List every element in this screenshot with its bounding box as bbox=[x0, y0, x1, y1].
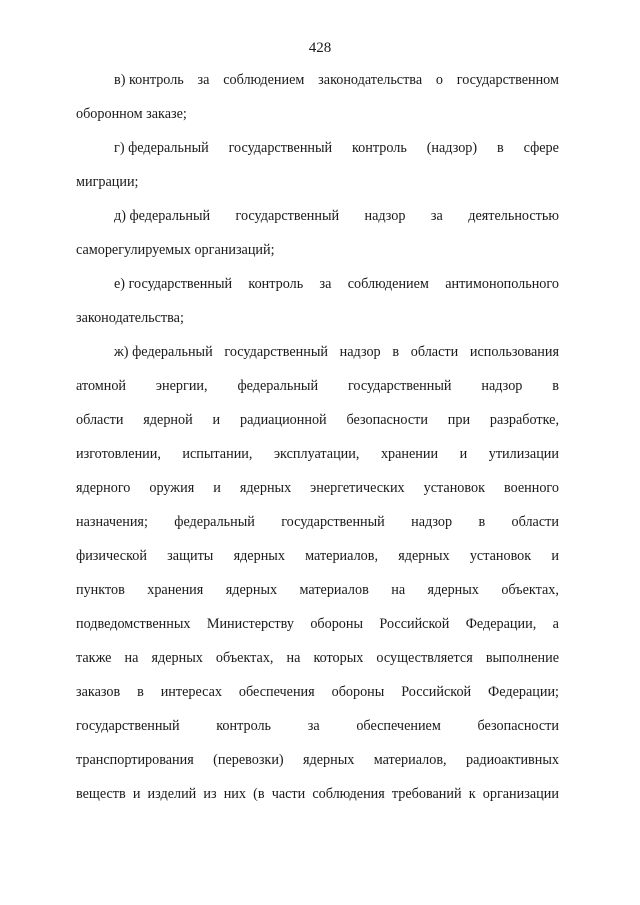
word: обороны bbox=[331, 684, 385, 700]
word: Министерству bbox=[206, 616, 294, 632]
word: государственный bbox=[224, 344, 328, 360]
word: ядерных bbox=[239, 480, 292, 496]
word: а bbox=[552, 616, 559, 632]
word: выполнение bbox=[485, 650, 559, 666]
word: также bbox=[76, 650, 112, 666]
word: объектах, bbox=[215, 650, 274, 666]
word: радиоактивных bbox=[465, 752, 559, 768]
word: хранении bbox=[380, 446, 439, 462]
word: контроль bbox=[248, 276, 304, 292]
word: в) контроль bbox=[114, 72, 184, 88]
text-line bbox=[76, 69, 559, 103]
word: защиты bbox=[167, 548, 214, 564]
text-line bbox=[76, 477, 559, 511]
word: физической bbox=[76, 548, 147, 564]
word: осуществляется bbox=[376, 650, 473, 666]
word: ядерных bbox=[398, 548, 450, 564]
word: оружия bbox=[149, 480, 195, 496]
word: контроль bbox=[216, 718, 272, 734]
text-line bbox=[76, 375, 559, 409]
word: материалов, bbox=[373, 752, 447, 768]
text-line bbox=[76, 545, 559, 579]
word: установок bbox=[423, 480, 485, 496]
word: изделий bbox=[147, 786, 197, 802]
word: о bbox=[435, 72, 443, 88]
paragraph bbox=[76, 273, 559, 341]
word: соблюдением bbox=[347, 276, 429, 292]
text-line bbox=[76, 103, 559, 137]
word: интересах bbox=[160, 684, 223, 700]
paragraph bbox=[76, 137, 559, 205]
word: на bbox=[391, 582, 406, 598]
word: г) федеральный bbox=[114, 140, 209, 156]
word: объектах, bbox=[501, 582, 559, 598]
word: за bbox=[319, 276, 332, 292]
word: хранения bbox=[147, 582, 204, 598]
word: разработке, bbox=[489, 412, 559, 428]
word: Федерации; bbox=[488, 684, 559, 700]
text-line bbox=[76, 171, 559, 205]
paragraph bbox=[76, 69, 559, 137]
paragraph bbox=[76, 341, 559, 817]
word: (в bbox=[253, 786, 265, 802]
word: материалов, bbox=[305, 548, 378, 564]
word: радиационной bbox=[239, 412, 327, 428]
word: в bbox=[497, 140, 504, 156]
word: законодательства bbox=[318, 72, 423, 88]
word: саморегулируемых организаций; bbox=[76, 242, 275, 258]
text-line bbox=[76, 307, 559, 341]
word: назначения; bbox=[76, 514, 148, 530]
word: государственный bbox=[281, 514, 385, 530]
word: материалов bbox=[299, 582, 369, 598]
word: за bbox=[197, 72, 210, 88]
word: государственном bbox=[456, 72, 559, 88]
word: антимонопольного bbox=[445, 276, 559, 292]
word: и bbox=[551, 548, 559, 564]
word: энергетических bbox=[310, 480, 405, 496]
word: военного bbox=[503, 480, 559, 496]
text-line bbox=[76, 715, 559, 749]
word: ядерных bbox=[151, 650, 203, 666]
word: изготовлении, bbox=[76, 446, 161, 462]
word: ядерной bbox=[143, 412, 193, 428]
word: надзор bbox=[339, 344, 381, 360]
word: соблюдения bbox=[312, 786, 385, 802]
word: федеральный bbox=[174, 514, 255, 530]
word: в bbox=[552, 378, 559, 394]
word: е) государственный bbox=[114, 276, 233, 292]
word: организации bbox=[482, 786, 559, 802]
word: которых bbox=[313, 650, 364, 666]
word: в bbox=[392, 344, 400, 360]
word: использования bbox=[469, 344, 559, 360]
word: Российской bbox=[379, 616, 450, 632]
word: утилизации bbox=[488, 446, 559, 462]
word: за bbox=[307, 718, 320, 734]
word: сфере bbox=[523, 140, 559, 156]
text-line bbox=[76, 511, 559, 545]
text-line bbox=[76, 647, 559, 681]
word: государственный bbox=[228, 140, 333, 156]
word: законодательства; bbox=[76, 310, 184, 326]
document-body bbox=[76, 69, 559, 817]
word: федеральный bbox=[237, 378, 319, 394]
word: подведомственных bbox=[76, 616, 191, 632]
word: контроль bbox=[352, 140, 407, 156]
word: д) федеральный bbox=[114, 208, 211, 224]
word: из bbox=[203, 786, 217, 802]
word: деятельностью bbox=[468, 208, 559, 224]
text-line bbox=[76, 137, 559, 171]
word: государственный bbox=[76, 718, 180, 734]
word: требований bbox=[391, 786, 462, 802]
word: ядерного bbox=[76, 480, 131, 496]
word: при bbox=[447, 412, 471, 428]
word: ядерных bbox=[427, 582, 479, 598]
word: атомной bbox=[76, 378, 127, 394]
word: Федерации, bbox=[465, 616, 537, 632]
text-line bbox=[76, 239, 559, 273]
word: установок bbox=[469, 548, 532, 564]
paragraph bbox=[76, 205, 559, 273]
text-line bbox=[76, 205, 559, 239]
text-line bbox=[76, 409, 559, 443]
word: и bbox=[459, 446, 468, 462]
text-line bbox=[76, 579, 559, 613]
word: в bbox=[478, 514, 486, 530]
word: Российской bbox=[401, 684, 472, 700]
word: области bbox=[511, 514, 559, 530]
word: надзор bbox=[481, 378, 523, 394]
word: энергии, bbox=[155, 378, 208, 394]
word: области bbox=[76, 412, 124, 428]
word: безопасности bbox=[346, 412, 428, 428]
word: ядерных bbox=[233, 548, 285, 564]
word: государственный bbox=[235, 208, 340, 224]
word: ядерных bbox=[303, 752, 355, 768]
text-line bbox=[76, 749, 559, 783]
word: и bbox=[132, 786, 141, 802]
word: обороны bbox=[310, 616, 364, 632]
word: и bbox=[212, 412, 221, 428]
text-line bbox=[76, 443, 559, 477]
word: и bbox=[213, 480, 221, 496]
word: части bbox=[271, 786, 306, 802]
word: эксплуатации, bbox=[273, 446, 360, 462]
word: к bbox=[468, 786, 476, 802]
text-line bbox=[76, 613, 559, 647]
word: ж) федеральный bbox=[114, 344, 213, 360]
word: обеспечения bbox=[238, 684, 315, 700]
word: веществ bbox=[76, 786, 126, 802]
text-line bbox=[76, 273, 559, 307]
word: оборонном заказе; bbox=[76, 106, 187, 122]
word: (перевозки) bbox=[213, 752, 284, 768]
text-line bbox=[76, 783, 559, 817]
word: них bbox=[223, 786, 246, 802]
word: соблюдением bbox=[223, 72, 305, 88]
word: на bbox=[124, 650, 139, 666]
text-line bbox=[76, 681, 559, 715]
word: испытании, bbox=[182, 446, 253, 462]
word: на bbox=[286, 650, 301, 666]
word: обеспечением bbox=[356, 718, 441, 734]
word: пунктов bbox=[76, 582, 125, 598]
word: надзор bbox=[364, 208, 406, 224]
word: государственный bbox=[347, 378, 452, 394]
word: (надзор) bbox=[426, 140, 478, 156]
word: ядерных bbox=[225, 582, 278, 598]
word: заказов bbox=[76, 684, 121, 700]
word: надзор bbox=[411, 514, 453, 530]
word: в bbox=[137, 684, 144, 700]
word: транспортирования bbox=[76, 752, 194, 768]
word: за bbox=[430, 208, 443, 224]
text-line bbox=[76, 341, 559, 375]
word: безопасности bbox=[477, 718, 559, 734]
word: области bbox=[410, 344, 459, 360]
word: миграции; bbox=[76, 174, 139, 190]
page-number: 428 bbox=[308, 40, 332, 56]
